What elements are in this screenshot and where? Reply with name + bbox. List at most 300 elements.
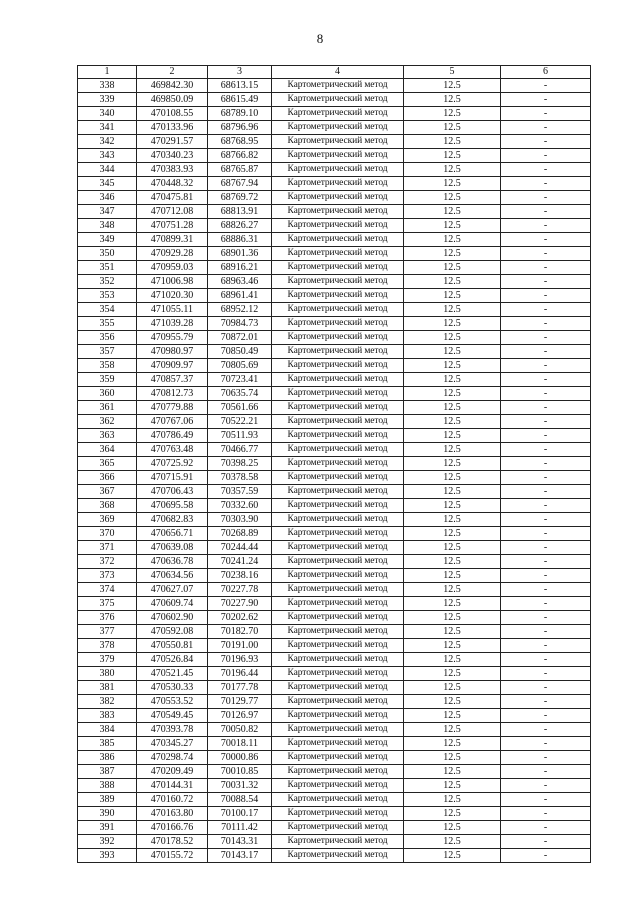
- point-number-cell: 393: [78, 849, 137, 863]
- method-cell: Картометрический метод: [272, 653, 404, 667]
- page-number: 8: [316, 31, 324, 46]
- note-cell: -: [501, 457, 591, 471]
- x-coordinate-cell: 470712.08: [137, 205, 208, 219]
- accuracy-cell: 12.5: [404, 625, 501, 639]
- note-cell: -: [501, 695, 591, 709]
- table-row: [78, 849, 591, 863]
- note-cell: -: [501, 107, 591, 121]
- x-coordinate-cell: 470291.57: [137, 135, 208, 149]
- accuracy-cell: 12.5: [404, 611, 501, 625]
- point-number-cell: 374: [78, 583, 137, 597]
- x-coordinate-cell: 470725.92: [137, 457, 208, 471]
- accuracy-cell: 12.5: [404, 457, 501, 471]
- point-number-cell: 351: [78, 261, 137, 275]
- note-cell: -: [501, 849, 591, 863]
- x-coordinate-cell: 470448.32: [137, 177, 208, 191]
- accuracy-cell: 12.5: [404, 317, 501, 331]
- point-number-cell: 377: [78, 625, 137, 639]
- x-coordinate-cell: 470393.78: [137, 723, 208, 737]
- point-number-cell: 370: [78, 527, 137, 541]
- accuracy-cell: 12.5: [404, 261, 501, 275]
- accuracy-cell: 12.5: [404, 429, 501, 443]
- accuracy-cell: 12.5: [404, 79, 501, 93]
- method-cell: Картометрический метод: [272, 471, 404, 485]
- x-coordinate-cell: 470786.49: [137, 429, 208, 443]
- table-row: [78, 471, 591, 485]
- y-coordinate-cell: 70196.44: [208, 667, 272, 681]
- point-number-cell: 389: [78, 793, 137, 807]
- accuracy-cell: 12.5: [404, 569, 501, 583]
- note-cell: -: [501, 779, 591, 793]
- point-number-cell: 380: [78, 667, 137, 681]
- x-coordinate-cell: 470530.33: [137, 681, 208, 695]
- point-number-cell: 368: [78, 499, 137, 513]
- table-row: [78, 611, 591, 625]
- y-coordinate-cell: 68766.82: [208, 149, 272, 163]
- coordinates-table-container: [77, 65, 590, 863]
- y-coordinate-cell: 70050.82: [208, 723, 272, 737]
- x-coordinate-cell: 470929.28: [137, 247, 208, 261]
- y-coordinate-cell: 70268.89: [208, 527, 272, 541]
- note-cell: -: [501, 583, 591, 597]
- x-coordinate-cell: 470899.31: [137, 233, 208, 247]
- table-row: [78, 247, 591, 261]
- method-cell: Картометрический метод: [272, 373, 404, 387]
- note-cell: -: [501, 303, 591, 317]
- x-coordinate-cell: 470133.96: [137, 121, 208, 135]
- accuracy-cell: 12.5: [404, 667, 501, 681]
- note-cell: -: [501, 639, 591, 653]
- accuracy-cell: 12.5: [404, 779, 501, 793]
- accuracy-cell: 12.5: [404, 247, 501, 261]
- y-coordinate-cell: 68916.21: [208, 261, 272, 275]
- point-number-cell: 379: [78, 653, 137, 667]
- note-cell: -: [501, 233, 591, 247]
- point-number-cell: 364: [78, 443, 137, 457]
- table-row: [78, 275, 591, 289]
- method-cell: Картометрический метод: [272, 401, 404, 415]
- point-number-cell: 338: [78, 79, 137, 93]
- x-coordinate-cell: 470959.03: [137, 261, 208, 275]
- table-row: [78, 163, 591, 177]
- y-coordinate-cell: 68826.27: [208, 219, 272, 233]
- point-number-cell: 386: [78, 751, 137, 765]
- table-row: [78, 177, 591, 191]
- y-coordinate-cell: 68789.10: [208, 107, 272, 121]
- point-number-cell: 343: [78, 149, 137, 163]
- y-coordinate-cell: 70805.69: [208, 359, 272, 373]
- accuracy-cell: 12.5: [404, 835, 501, 849]
- accuracy-cell: 12.5: [404, 765, 501, 779]
- y-coordinate-cell: 70143.31: [208, 835, 272, 849]
- y-coordinate-cell: 70010.85: [208, 765, 272, 779]
- method-cell: Картометрический метод: [272, 163, 404, 177]
- x-coordinate-cell: 471020.30: [137, 289, 208, 303]
- accuracy-cell: 12.5: [404, 205, 501, 219]
- method-cell: Картометрический метод: [272, 457, 404, 471]
- note-cell: -: [501, 205, 591, 219]
- x-coordinate-cell: 470209.49: [137, 765, 208, 779]
- point-number-cell: 371: [78, 541, 137, 555]
- point-number-cell: 391: [78, 821, 137, 835]
- accuracy-cell: 12.5: [404, 737, 501, 751]
- x-coordinate-cell: 471006.98: [137, 275, 208, 289]
- table-row: [78, 569, 591, 583]
- method-cell: Картометрический метод: [272, 611, 404, 625]
- point-number-cell: 344: [78, 163, 137, 177]
- accuracy-cell: 12.5: [404, 415, 501, 429]
- accuracy-cell: 12.5: [404, 331, 501, 345]
- point-number-cell: 365: [78, 457, 137, 471]
- method-cell: Картометрический метод: [272, 345, 404, 359]
- x-coordinate-cell: 470909.97: [137, 359, 208, 373]
- y-coordinate-cell: 68615.49: [208, 93, 272, 107]
- point-number-cell: 390: [78, 807, 137, 821]
- method-cell: Картометрический метод: [272, 737, 404, 751]
- y-coordinate-cell: 70143.17: [208, 849, 272, 863]
- method-cell: Картометрический метод: [272, 527, 404, 541]
- y-coordinate-cell: 70850.49: [208, 345, 272, 359]
- point-number-cell: 346: [78, 191, 137, 205]
- y-coordinate-cell: 70723.41: [208, 373, 272, 387]
- accuracy-cell: 12.5: [404, 359, 501, 373]
- x-coordinate-cell: 470549.45: [137, 709, 208, 723]
- y-coordinate-cell: 68952.12: [208, 303, 272, 317]
- accuracy-cell: 12.5: [404, 121, 501, 135]
- note-cell: -: [501, 541, 591, 555]
- table-row: [78, 597, 591, 611]
- method-cell: Картометрический метод: [272, 667, 404, 681]
- x-coordinate-cell: 469850.09: [137, 93, 208, 107]
- x-coordinate-cell: 470767.06: [137, 415, 208, 429]
- method-cell: Картометрический метод: [272, 149, 404, 163]
- method-cell: Картометрический метод: [272, 303, 404, 317]
- y-coordinate-cell: 68813.91: [208, 205, 272, 219]
- y-coordinate-cell: 70202.62: [208, 611, 272, 625]
- x-coordinate-cell: 470144.31: [137, 779, 208, 793]
- y-coordinate-cell: 70635.74: [208, 387, 272, 401]
- note-cell: -: [501, 415, 591, 429]
- method-cell: Картометрический метод: [272, 513, 404, 527]
- table-row: [78, 527, 591, 541]
- note-cell: -: [501, 527, 591, 541]
- point-number-cell: 358: [78, 359, 137, 373]
- table-row: [78, 135, 591, 149]
- x-coordinate-cell: 470553.52: [137, 695, 208, 709]
- y-coordinate-cell: 68765.87: [208, 163, 272, 177]
- accuracy-cell: 12.5: [404, 527, 501, 541]
- point-number-cell: 341: [78, 121, 137, 135]
- method-cell: Картометрический метод: [272, 443, 404, 457]
- x-coordinate-cell: 470751.28: [137, 219, 208, 233]
- y-coordinate-cell: 70088.54: [208, 793, 272, 807]
- point-number-cell: 382: [78, 695, 137, 709]
- note-cell: -: [501, 219, 591, 233]
- y-coordinate-cell: 70303.90: [208, 513, 272, 527]
- x-coordinate-cell: 470656.71: [137, 527, 208, 541]
- table-row: [78, 695, 591, 709]
- accuracy-cell: 12.5: [404, 751, 501, 765]
- point-number-cell: 357: [78, 345, 137, 359]
- accuracy-cell: 12.5: [404, 695, 501, 709]
- table-row: [78, 779, 591, 793]
- x-coordinate-cell: 470550.81: [137, 639, 208, 653]
- y-coordinate-cell: 70227.78: [208, 583, 272, 597]
- x-coordinate-cell: 470166.76: [137, 821, 208, 835]
- method-cell: Картометрический метод: [272, 331, 404, 345]
- note-cell: -: [501, 345, 591, 359]
- x-coordinate-cell: 471055.11: [137, 303, 208, 317]
- y-coordinate-cell: 68963.46: [208, 275, 272, 289]
- note-cell: -: [501, 191, 591, 205]
- accuracy-cell: 12.5: [404, 499, 501, 513]
- note-cell: -: [501, 443, 591, 457]
- y-coordinate-cell: 70227.90: [208, 597, 272, 611]
- accuracy-cell: 12.5: [404, 555, 501, 569]
- note-cell: -: [501, 765, 591, 779]
- note-cell: -: [501, 555, 591, 569]
- method-cell: Картометрический метод: [272, 569, 404, 583]
- note-cell: -: [501, 513, 591, 527]
- accuracy-cell: 12.5: [404, 793, 501, 807]
- x-coordinate-cell: 470526.84: [137, 653, 208, 667]
- point-number-cell: 385: [78, 737, 137, 751]
- method-cell: Картометрический метод: [272, 93, 404, 107]
- table-row: [78, 429, 591, 443]
- table-row: [78, 821, 591, 835]
- table-row: [78, 667, 591, 681]
- table-row: [78, 765, 591, 779]
- accuracy-cell: 12.5: [404, 807, 501, 821]
- note-cell: -: [501, 317, 591, 331]
- method-cell: Картометрический метод: [272, 191, 404, 205]
- y-coordinate-cell: 70000.86: [208, 751, 272, 765]
- accuracy-cell: 12.5: [404, 303, 501, 317]
- note-cell: -: [501, 247, 591, 261]
- point-number-cell: 381: [78, 681, 137, 695]
- point-number-cell: 345: [78, 177, 137, 191]
- x-coordinate-cell: 470602.90: [137, 611, 208, 625]
- x-coordinate-cell: 470980.97: [137, 345, 208, 359]
- table-row: [78, 191, 591, 205]
- x-coordinate-cell: 470340.23: [137, 149, 208, 163]
- y-coordinate-cell: 70196.93: [208, 653, 272, 667]
- table-row: [78, 261, 591, 275]
- y-coordinate-cell: 70238.16: [208, 569, 272, 583]
- point-number-cell: 367: [78, 485, 137, 499]
- note-cell: -: [501, 401, 591, 415]
- accuracy-cell: 12.5: [404, 149, 501, 163]
- point-number-cell: 342: [78, 135, 137, 149]
- table-row: [78, 793, 591, 807]
- method-cell: Картометрический метод: [272, 765, 404, 779]
- note-cell: -: [501, 163, 591, 177]
- table-row: [78, 807, 591, 821]
- accuracy-cell: 12.5: [404, 639, 501, 653]
- point-number-cell: 375: [78, 597, 137, 611]
- accuracy-cell: 12.5: [404, 219, 501, 233]
- note-cell: -: [501, 429, 591, 443]
- note-cell: -: [501, 289, 591, 303]
- note-cell: -: [501, 653, 591, 667]
- method-cell: Картометрический метод: [272, 275, 404, 289]
- x-coordinate-cell: 470163.80: [137, 807, 208, 821]
- x-coordinate-cell: 470178.52: [137, 835, 208, 849]
- point-number-cell: 362: [78, 415, 137, 429]
- x-coordinate-cell: 470636.78: [137, 555, 208, 569]
- point-number-cell: 388: [78, 779, 137, 793]
- x-coordinate-cell: 470955.79: [137, 331, 208, 345]
- method-cell: Картометрический метод: [272, 429, 404, 443]
- x-coordinate-cell: 470695.58: [137, 499, 208, 513]
- point-number-cell: 376: [78, 611, 137, 625]
- y-coordinate-cell: 68767.94: [208, 177, 272, 191]
- y-coordinate-cell: 68796.96: [208, 121, 272, 135]
- y-coordinate-cell: 70126.97: [208, 709, 272, 723]
- method-cell: Картометрический метод: [272, 359, 404, 373]
- note-cell: -: [501, 79, 591, 93]
- method-cell: Картометрический метод: [272, 751, 404, 765]
- table-body: [78, 79, 591, 863]
- y-coordinate-cell: 70241.24: [208, 555, 272, 569]
- y-coordinate-cell: 70357.59: [208, 485, 272, 499]
- table-row: [78, 499, 591, 513]
- y-coordinate-cell: 70511.93: [208, 429, 272, 443]
- method-cell: Картометрический метод: [272, 219, 404, 233]
- note-cell: -: [501, 261, 591, 275]
- note-cell: -: [501, 331, 591, 345]
- method-cell: Картометрический метод: [272, 289, 404, 303]
- accuracy-cell: 12.5: [404, 597, 501, 611]
- x-coordinate-cell: 470779.88: [137, 401, 208, 415]
- table-row: [78, 373, 591, 387]
- table-row: [78, 289, 591, 303]
- method-cell: Картометрический метод: [272, 415, 404, 429]
- x-coordinate-cell: 470715.91: [137, 471, 208, 485]
- point-number-cell: 347: [78, 205, 137, 219]
- column-header-5: 5: [404, 66, 501, 79]
- table-row: [78, 709, 591, 723]
- accuracy-cell: 12.5: [404, 345, 501, 359]
- table-row: [78, 653, 591, 667]
- note-cell: -: [501, 93, 591, 107]
- point-number-cell: 360: [78, 387, 137, 401]
- note-cell: -: [501, 723, 591, 737]
- table-row: [78, 639, 591, 653]
- accuracy-cell: 12.5: [404, 821, 501, 835]
- note-cell: -: [501, 611, 591, 625]
- point-number-cell: 353: [78, 289, 137, 303]
- y-coordinate-cell: 70984.73: [208, 317, 272, 331]
- y-coordinate-cell: 70466.77: [208, 443, 272, 457]
- method-cell: Картометрический метод: [272, 597, 404, 611]
- method-cell: Картометрический метод: [272, 485, 404, 499]
- table-row: [78, 331, 591, 345]
- method-cell: Картометрический метод: [272, 779, 404, 793]
- method-cell: Картометрический метод: [272, 247, 404, 261]
- method-cell: Картометрический метод: [272, 723, 404, 737]
- accuracy-cell: 12.5: [404, 275, 501, 289]
- point-number-cell: 373: [78, 569, 137, 583]
- method-cell: Картометрический метод: [272, 821, 404, 835]
- x-coordinate-cell: 470682.83: [137, 513, 208, 527]
- note-cell: -: [501, 681, 591, 695]
- point-number-cell: 356: [78, 331, 137, 345]
- note-cell: -: [501, 121, 591, 135]
- accuracy-cell: 12.5: [404, 135, 501, 149]
- accuracy-cell: 12.5: [404, 401, 501, 415]
- coordinates-table: [77, 65, 591, 863]
- column-header-3: 3: [208, 66, 272, 79]
- table-row: [78, 233, 591, 247]
- y-coordinate-cell: 70378.58: [208, 471, 272, 485]
- table-row: [78, 681, 591, 695]
- y-coordinate-cell: 68886.31: [208, 233, 272, 247]
- table-row: [78, 387, 591, 401]
- method-cell: Картометрический метод: [272, 79, 404, 93]
- accuracy-cell: 12.5: [404, 191, 501, 205]
- table-row: [78, 205, 591, 219]
- table-row: [78, 835, 591, 849]
- accuracy-cell: 12.5: [404, 107, 501, 121]
- point-number-cell: 354: [78, 303, 137, 317]
- note-cell: -: [501, 821, 591, 835]
- point-number-cell: 352: [78, 275, 137, 289]
- x-coordinate-cell: 470521.45: [137, 667, 208, 681]
- point-number-cell: 383: [78, 709, 137, 723]
- y-coordinate-cell: 68901.36: [208, 247, 272, 261]
- table-row: [78, 513, 591, 527]
- y-coordinate-cell: 68768.95: [208, 135, 272, 149]
- note-cell: -: [501, 373, 591, 387]
- table-row: [78, 303, 591, 317]
- note-cell: -: [501, 569, 591, 583]
- y-coordinate-cell: 70177.78: [208, 681, 272, 695]
- table-row: [78, 317, 591, 331]
- method-cell: Картометрический метод: [272, 625, 404, 639]
- y-coordinate-cell: 68769.72: [208, 191, 272, 205]
- table-row: [78, 415, 591, 429]
- accuracy-cell: 12.5: [404, 93, 501, 107]
- point-number-cell: 392: [78, 835, 137, 849]
- x-coordinate-cell: 470634.56: [137, 569, 208, 583]
- y-coordinate-cell: 70129.77: [208, 695, 272, 709]
- accuracy-cell: 12.5: [404, 849, 501, 863]
- x-coordinate-cell: 470155.72: [137, 849, 208, 863]
- y-coordinate-cell: 70018.11: [208, 737, 272, 751]
- method-cell: Картометрический метод: [272, 107, 404, 121]
- point-number-cell: 363: [78, 429, 137, 443]
- column-header-4: 4: [272, 66, 404, 79]
- accuracy-cell: 12.5: [404, 583, 501, 597]
- x-coordinate-cell: 470160.72: [137, 793, 208, 807]
- table-row: [78, 121, 591, 135]
- accuracy-cell: 12.5: [404, 163, 501, 177]
- method-cell: Картометрический метод: [272, 261, 404, 275]
- table-row: [78, 401, 591, 415]
- accuracy-cell: 12.5: [404, 471, 501, 485]
- method-cell: Картометрический метод: [272, 835, 404, 849]
- table-row: [78, 723, 591, 737]
- table-row: [78, 359, 591, 373]
- x-coordinate-cell: 471039.28: [137, 317, 208, 331]
- x-coordinate-cell: 470763.48: [137, 443, 208, 457]
- note-cell: -: [501, 275, 591, 289]
- method-cell: Картометрический метод: [272, 555, 404, 569]
- table-row: [78, 345, 591, 359]
- table-row: [78, 751, 591, 765]
- accuracy-cell: 12.5: [404, 541, 501, 555]
